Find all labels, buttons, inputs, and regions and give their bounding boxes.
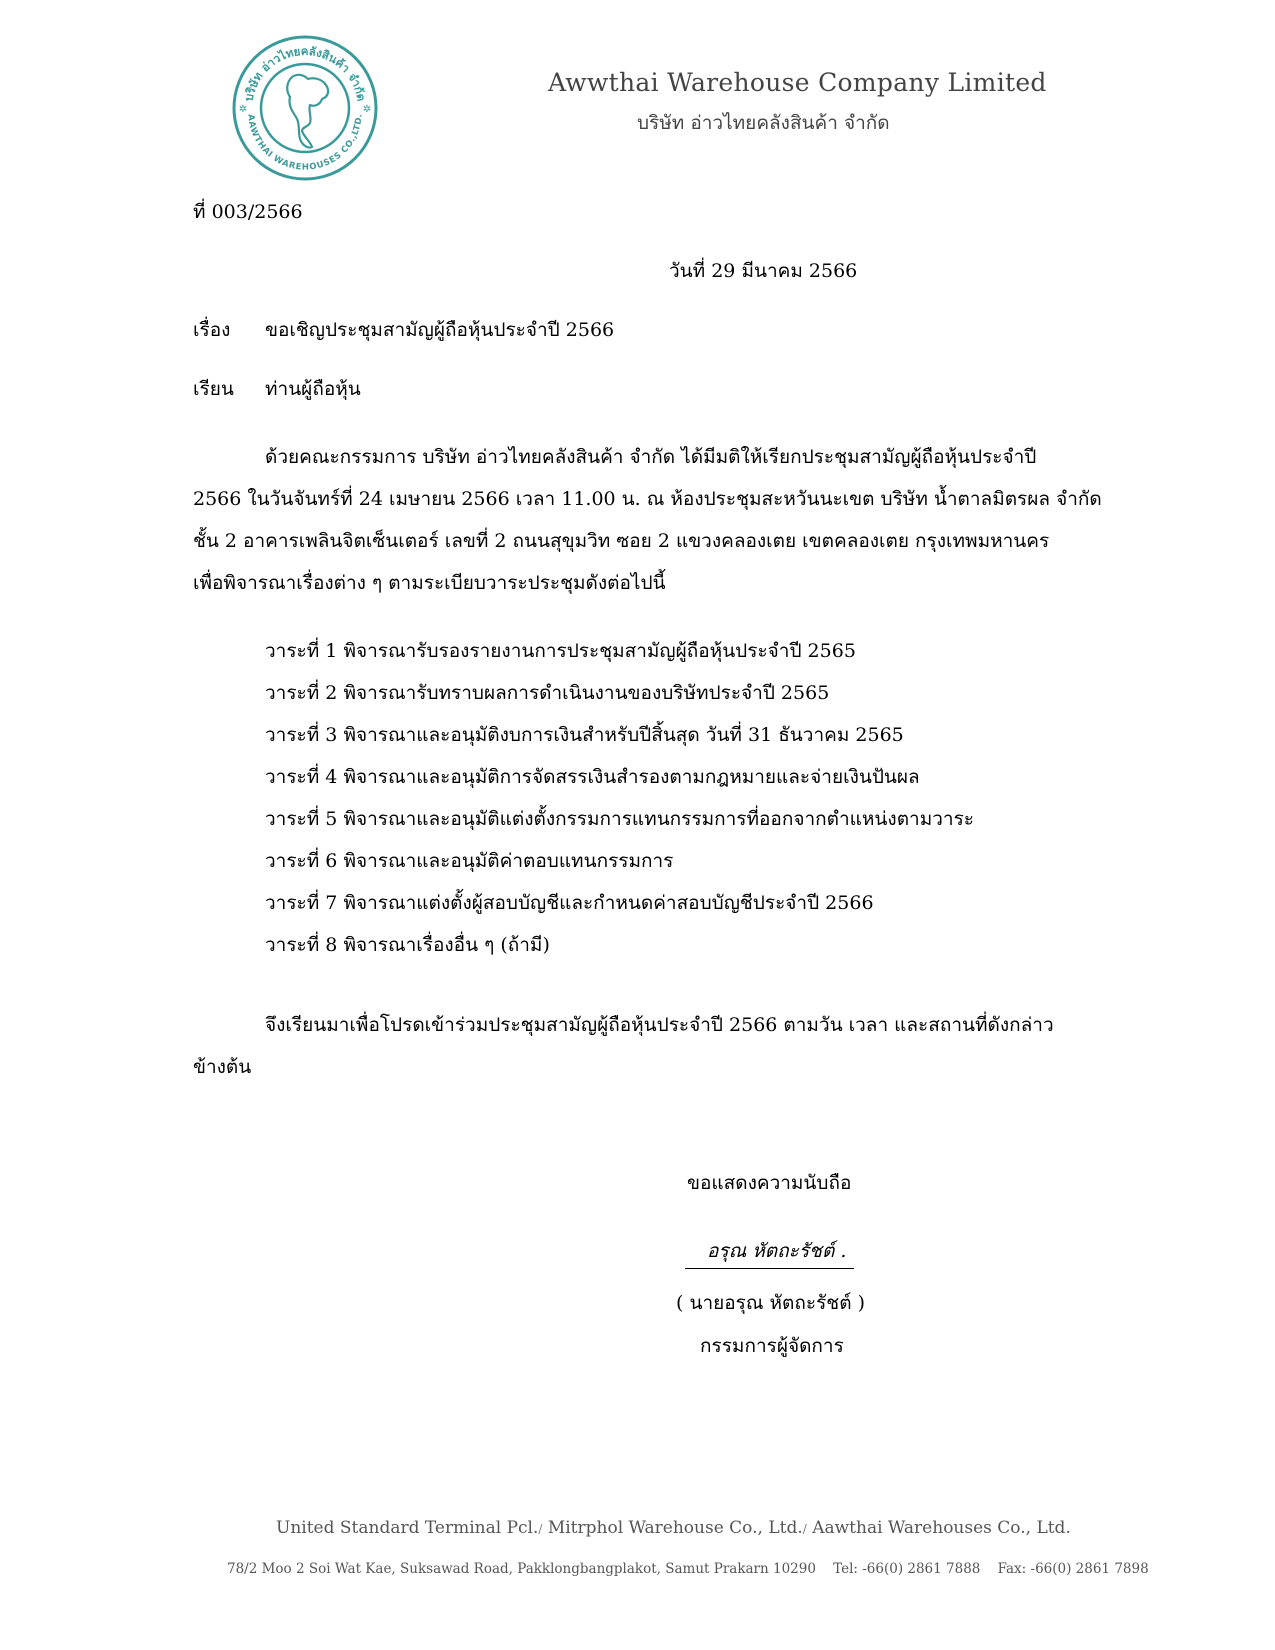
intro-line: เพื่อพิจารณาเรื่องต่าง ๆ ตามระเบียบวาระประชุมดังต่อไปนี้ xyxy=(193,572,666,594)
svg-text:✲: ✲ xyxy=(362,104,372,115)
closing-paragraph xyxy=(193,1004,1090,1088)
subject-label: เรื่อง xyxy=(193,319,231,341)
recipient-label: เรียน xyxy=(193,378,234,400)
intro-line: ชั้น 2 อาคารเพลินจิตเซ็นเตอร์ เลขที่ 2 ถนนสุขุมวิท ซอย 2 แขวงคลองเตย เขตคลองเตย กรุงเทพมหานคร xyxy=(193,530,1050,552)
intro-line: ด้วยคณะกรรมการ บริษัท อ่าวไทยคลังสินค้า จำกัด ได้มีมติให้เรียกประชุมสามัญผู้ถือหุ้นประจำปี xyxy=(265,446,1037,468)
closing-line: ข้างต้น xyxy=(193,1056,252,1078)
company-seal-logo xyxy=(230,33,380,183)
closing-regards: ขอแสดงความนับถือ xyxy=(687,1172,852,1194)
svg-text:✲: ✲ xyxy=(238,104,248,115)
signature: อรุณ หัตถะรัชต์ . xyxy=(685,1236,854,1269)
footer-company-3: Aawthai Warehouses Co., Ltd. xyxy=(812,1518,1071,1538)
svg-text:AAWTHAI WAREHOUSES CO.,LTD.: AAWTHAI WAREHOUSES CO.,LTD. xyxy=(245,113,365,173)
agenda-item: วาระที่ 7 พิจารณาแต่งตั้งผู้สอบบัญชีและกำหนดค่าสอบบัญชีประจำปี 2566 xyxy=(265,892,874,914)
agenda-item: วาระที่ 8 พิจารณาเรื่องอื่น ๆ (ถ้ามี) xyxy=(265,934,550,956)
agenda-item: วาระที่ 1 พิจารณารับรองรายงานการประชุมสามัญผู้ถือหุ้นประจำปี 2565 xyxy=(265,640,856,662)
company-name-thai: บริษัท อ่าวไทยคลังสินค้า จำกัด xyxy=(637,112,890,134)
agenda-item: วาระที่ 5 พิจารณาและอนุมัติแต่งตั้งกรรมการแทนกรรมการที่ออกจากตำแหน่งตามวาระ xyxy=(265,808,974,830)
footer-separator: / xyxy=(538,1522,543,1536)
subject-text: ขอเชิญประชุมสามัญผู้ถือหุ้นประจำปี 2566 xyxy=(265,319,615,341)
footer-telephone: Tel: -66(0) 2861 7888 xyxy=(833,1561,981,1577)
agenda-list xyxy=(265,630,974,966)
document-reference-number: ที่ 003/2566 xyxy=(193,201,303,223)
agenda-item: วาระที่ 6 พิจารณาและอนุมัติค่าตอบแทนกรรมการ xyxy=(265,850,674,872)
agenda-item: วาระที่ 4 พิจารณาและอนุมัติการจัดสรรเงินสำรองตามกฎหมายและจ่ายเงินปันผล xyxy=(265,766,920,788)
footer-contact xyxy=(227,1561,1149,1577)
closing-line: จึงเรียนมาเพื่อโปรดเข้าร่วมประชุมสามัญผู้ถือหุ้นประจำปี 2566 ตามวัน เวลา และสถานที่ดังกล่าว xyxy=(265,1014,1054,1036)
footer-address: 78/2 Moo 2 Soi Wat Kae, Suksawad Road, Pakklongbangplakot, Samut Prakarn 10290 xyxy=(227,1561,816,1577)
intro-line: 2566 ในวันจันทร์ที่ 24 เมษายน 2566 เวลา 11.00 น. ณ ห้องประชุมสะหวันนะเขต บริษัท น้ำตาลมิตรผล จำกัด xyxy=(193,488,1102,510)
recipient-text: ท่านผู้ถือหุ้น xyxy=(265,378,361,400)
agenda-item: วาระที่ 2 พิจารณารับทราบผลการดำเนินงานของบริษัทประจำปี 2565 xyxy=(265,682,830,704)
footer-company-2: Mitrphol Warehouse Co., Ltd. xyxy=(547,1518,803,1538)
document-date: วันที่ 29 มีนาคม 2566 xyxy=(669,260,858,282)
signer-position: กรรมการผู้จัดการ xyxy=(700,1335,844,1357)
footer-company-1: United Standard Terminal Pcl. xyxy=(276,1518,539,1538)
footer-company-list xyxy=(276,1518,1071,1538)
footer-fax: Fax: -66(0) 2861 7898 xyxy=(997,1561,1149,1577)
intro-paragraph xyxy=(193,436,1102,604)
svg-text:บริษัท อ่าวไทยคลังสินค้า จำกัด: บริษัท อ่าวไทยคลังสินค้า จำกัด xyxy=(241,43,369,103)
company-name-english: Awwthai Warehouse Company Limited xyxy=(548,68,1047,97)
agenda-item: วาระที่ 3 พิจารณาและอนุมัติงบการเงินสำหรับปีสิ้นสุด วันที่ 31 ธันวาคม 2565 xyxy=(265,724,904,746)
signer-name: ( นายอรุณ หัตถะรัชต์ ) xyxy=(676,1292,865,1314)
footer-separator: / xyxy=(802,1522,807,1536)
